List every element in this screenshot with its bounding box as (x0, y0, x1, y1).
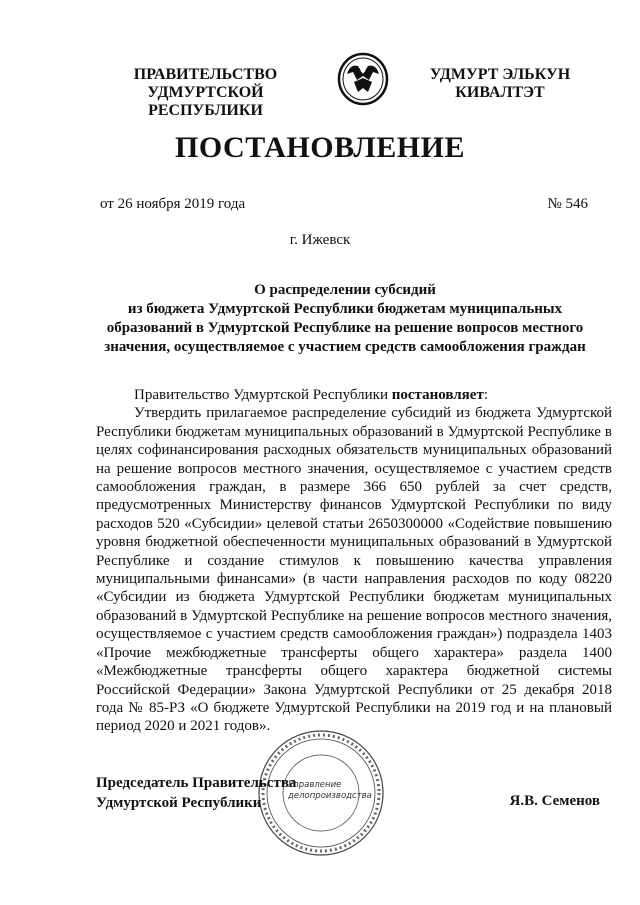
header-left-line1: ПРАВИТЕЛЬСТВО (133, 66, 278, 83)
document-number: № 546 (547, 196, 588, 212)
subject-line-4: значения, осуществляемое с участием средств самообложения граждан (104, 339, 586, 355)
intro-keyword: постановляет (391, 387, 484, 403)
document-date: от 26 ноября 2019 года (100, 196, 246, 212)
stamp-line-1: Управление (288, 780, 342, 790)
document-title: ПОСТАНОВЛЕНИЕ (175, 131, 465, 164)
signature-position (96, 773, 296, 813)
body-intro (96, 386, 612, 404)
header-right (425, 66, 575, 102)
stamp-line-2: делопроизводства (288, 791, 372, 801)
stamp-label (288, 780, 372, 802)
coat-of-arms-icon (336, 52, 390, 106)
header-right-line1: УДМУРТ ЭЛЬКУН (429, 66, 571, 83)
signature-line-1: Председатель Правительства (96, 775, 297, 791)
subject-line-2: из бюджета Удмуртской Республики бюджетам муниципальных (127, 301, 563, 317)
signature-name: Я.В. Семенов (509, 793, 600, 809)
header-right-line2: КИВАЛТЭТ (455, 84, 545, 101)
document-city: г. Ижевск (289, 232, 351, 248)
intro-colon: : (483, 387, 488, 403)
subject-line-3: образований в Удмуртской Республике на решение вопросов местного (106, 320, 584, 336)
subject-line-1: О распределении субсидий (254, 282, 436, 298)
signature-line-2: Удмуртской Республики (96, 795, 262, 811)
body-paragraph: Утвердить прилагаемое распределение субсидий из бюджета Удмуртской Республики бюджетам муниципальных образований в Удмуртской Республике в целях софинансирования расходных обязательств муниципальных образований на решение вопросов местного значения, осуществляемое с участием средств самообложения граждан, в размере 366 650 рублей за счет средств, предусмотренных Министерству финансов Удмуртской Республики по виду расходов 520 «Субсидии» целевой статьи 2650300000 «Содействие повышению уровня бюджетной обеспеченности муниципальных образований в Удмуртской Республике и создание стимулов к повышению качества управления муниципальными финансами» (в части направления расходов по коду 08220 «Субсидии из бюджета Удмуртской Республики бюджетам муниципальных образований в Удмуртской Республике на решение вопросов местного значения, осуществляемое с участием средств самообложения граждан») подраздела 1403 «Прочие межбюджетные трансферты общего характера» раздела 1400 «Межбюджетные трансферты общего характера бюджетной системы Российской Федерации» Закона Удмуртской Республики от 25 декабря 2018 года № 85-РЗ «О бюджете Удмуртской Республики на 2019 год и на плановый период 2020 и 2021 годов». (96, 405, 612, 735)
document-body (96, 386, 612, 736)
header-left-line2: УДМУРТСКОЙ РЕСПУБЛИКИ (147, 84, 264, 119)
document-subject (95, 281, 595, 357)
intro-text: Правительство Удмуртской Республики (134, 387, 392, 403)
header-left (88, 66, 323, 120)
